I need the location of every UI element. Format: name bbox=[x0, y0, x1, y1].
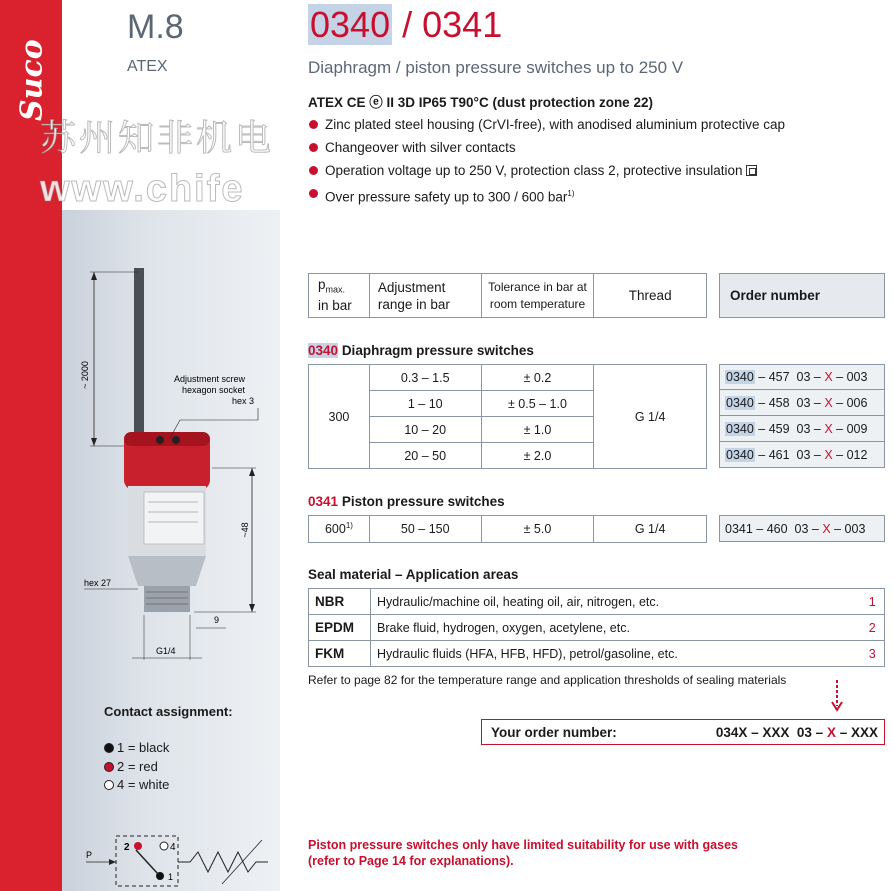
atex-tag: ATEX bbox=[127, 58, 168, 75]
order-number: 0340 – 461 03 – X – 012 bbox=[719, 442, 885, 468]
switch-schematic bbox=[82, 820, 272, 888]
red-dot-icon bbox=[104, 762, 114, 772]
tolerance-cell: ± 0.2 bbox=[481, 365, 594, 391]
adjustment-label: hexagon socket bbox=[182, 385, 246, 395]
tolerance-cell: ± 5.0 bbox=[481, 516, 594, 543]
watermark-web: www.chife bbox=[40, 168, 245, 210]
tolerance-cell: ± 2.0 bbox=[481, 443, 594, 469]
gas-warning: Piston pressure switches only have limited suitability for use with gases (refer to Page 14 for explanations). bbox=[308, 838, 738, 868]
schematic-4: 4 bbox=[170, 842, 176, 853]
contact-title: Contact assignment: bbox=[104, 704, 233, 719]
seal-code: NBR bbox=[309, 589, 371, 615]
feature-item: Over pressure safety up to 300 / 600 bar$^{1)}$ bbox=[308, 182, 785, 209]
dim-thread-text: 9 bbox=[214, 615, 220, 625]
your-order-number bbox=[481, 719, 885, 745]
watermark-cn: 苏州知非机电 bbox=[40, 118, 275, 159]
order-number: 0340 – 458 03 – X – 006 bbox=[719, 390, 885, 416]
piston-table bbox=[308, 515, 707, 543]
order-number: 0341 – 460 03 – X – 003 bbox=[719, 515, 885, 542]
your-order-label: Your order number: bbox=[491, 724, 617, 740]
piston-order-list bbox=[719, 515, 885, 542]
cable bbox=[134, 268, 144, 438]
product-codes bbox=[308, 4, 502, 46]
pressure-switch-drawing bbox=[62, 240, 280, 660]
feature-list bbox=[308, 113, 785, 209]
contact-item: 1 = black bbox=[104, 739, 169, 758]
spec-table-header bbox=[308, 273, 707, 318]
seal-num: 2 bbox=[861, 615, 885, 641]
seal-num: 1 bbox=[861, 589, 885, 615]
range-cell: 50 – 150 bbox=[369, 516, 481, 543]
product-subtitle: Diaphragm / piston pressure switches up to 250 V bbox=[308, 58, 684, 77]
schematic-2: 2 bbox=[124, 842, 130, 853]
diaphragm-order-list bbox=[719, 364, 885, 468]
schematic-p: P bbox=[86, 850, 93, 860]
seal-num: 3 bbox=[861, 641, 885, 667]
diaphragm-pmax: 300 bbox=[309, 365, 370, 469]
seal-desc: Hydraulic/machine oil, heating oil, air, nitrogen, etc. bbox=[371, 589, 861, 615]
diaphragm-thread: G 1/4 bbox=[594, 365, 707, 469]
black-dot-icon bbox=[104, 743, 114, 753]
contact-item: 2 = red bbox=[104, 758, 169, 777]
contact-item: 4 = white bbox=[104, 776, 169, 795]
seal-desc: Brake fluid, hydrogen, oxygen, acetylene, etc. bbox=[371, 615, 861, 641]
temperature-note: Refer to page 82 for the temperature range and application thresholds of sealing materials bbox=[308, 673, 787, 687]
order-number-header: Order number bbox=[719, 273, 885, 318]
code-0340: 0340 bbox=[310, 4, 391, 45]
thread-header: Thread bbox=[594, 274, 707, 318]
feature-item: Changeover with silver contacts bbox=[308, 136, 785, 159]
tolerance-cell: ± 0.5 – 1.0 bbox=[481, 391, 594, 417]
adjustment-label: hex 3 bbox=[232, 396, 255, 406]
feature-item: Zinc plated steel housing (CrVI-free), with anodised aluminium protective cap bbox=[308, 113, 785, 136]
white-dot-icon bbox=[104, 780, 114, 790]
arrow-down-icon bbox=[830, 680, 844, 714]
adjustment-label: Adjustment screw bbox=[174, 374, 246, 384]
piston-section-title: 0341 Piston pressure switches bbox=[308, 494, 505, 509]
seal-section-title: Seal material – Application areas bbox=[308, 567, 519, 582]
atex-certification: ATEX CE ⓔ II 3D IP65 T90°C (dust protection zone 22) bbox=[308, 95, 653, 110]
piston-thread: G 1/4 bbox=[594, 516, 707, 543]
range-cell: 0.3 – 1.5 bbox=[369, 365, 481, 391]
dim-cable-text: ~ 2000 bbox=[80, 361, 90, 389]
suco-logo: Suco bbox=[14, 39, 50, 121]
pmax-header: $p_{max.}$ in bar bbox=[309, 274, 370, 318]
diaphragm-section-title: 0340 Diaphragm pressure switches bbox=[308, 343, 534, 358]
piston-pmax: 600$^{1)}$ bbox=[309, 516, 370, 543]
range-cell: 20 – 50 bbox=[369, 443, 481, 469]
code-separator: / bbox=[402, 4, 413, 45]
hex-label: hex 27 bbox=[84, 578, 112, 588]
range-cell: 10 – 20 bbox=[369, 417, 481, 443]
order-number: 0340 – 459 03 – X – 009 bbox=[719, 416, 885, 442]
order-number: 0340 – 457 03 – X – 003 bbox=[719, 364, 885, 390]
tolerance-header: Tolerance in bar at room temperature bbox=[481, 274, 594, 318]
seal-table bbox=[308, 588, 885, 667]
contact-list bbox=[104, 739, 169, 795]
dim-body-text: ~48 bbox=[240, 522, 250, 538]
feature-item: Operation voltage up to 250 V, protection class 2, protective insulation bbox=[308, 159, 785, 182]
seal-code: EPDM bbox=[309, 615, 371, 641]
code-0341: 0341 bbox=[422, 4, 503, 45]
seal-desc: Hydraulic fluids (HFA, HFB, HFD), petrol/gasoline, etc. bbox=[371, 641, 861, 667]
adjustment-header: Adjustment range in bar bbox=[369, 274, 481, 318]
thread-label: G1/4 bbox=[156, 646, 176, 656]
schematic-1: 1 bbox=[168, 872, 174, 882]
protective-insulation-icon bbox=[746, 165, 757, 176]
tolerance-cell: ± 1.0 bbox=[481, 417, 594, 443]
diaphragm-table bbox=[308, 364, 707, 469]
range-cell: 1 – 10 bbox=[369, 391, 481, 417]
your-order-value: 034X – XXX 03 – X – XXX bbox=[715, 724, 878, 740]
series-title: M.8 bbox=[127, 8, 184, 46]
seal-code: FKM bbox=[309, 641, 371, 667]
